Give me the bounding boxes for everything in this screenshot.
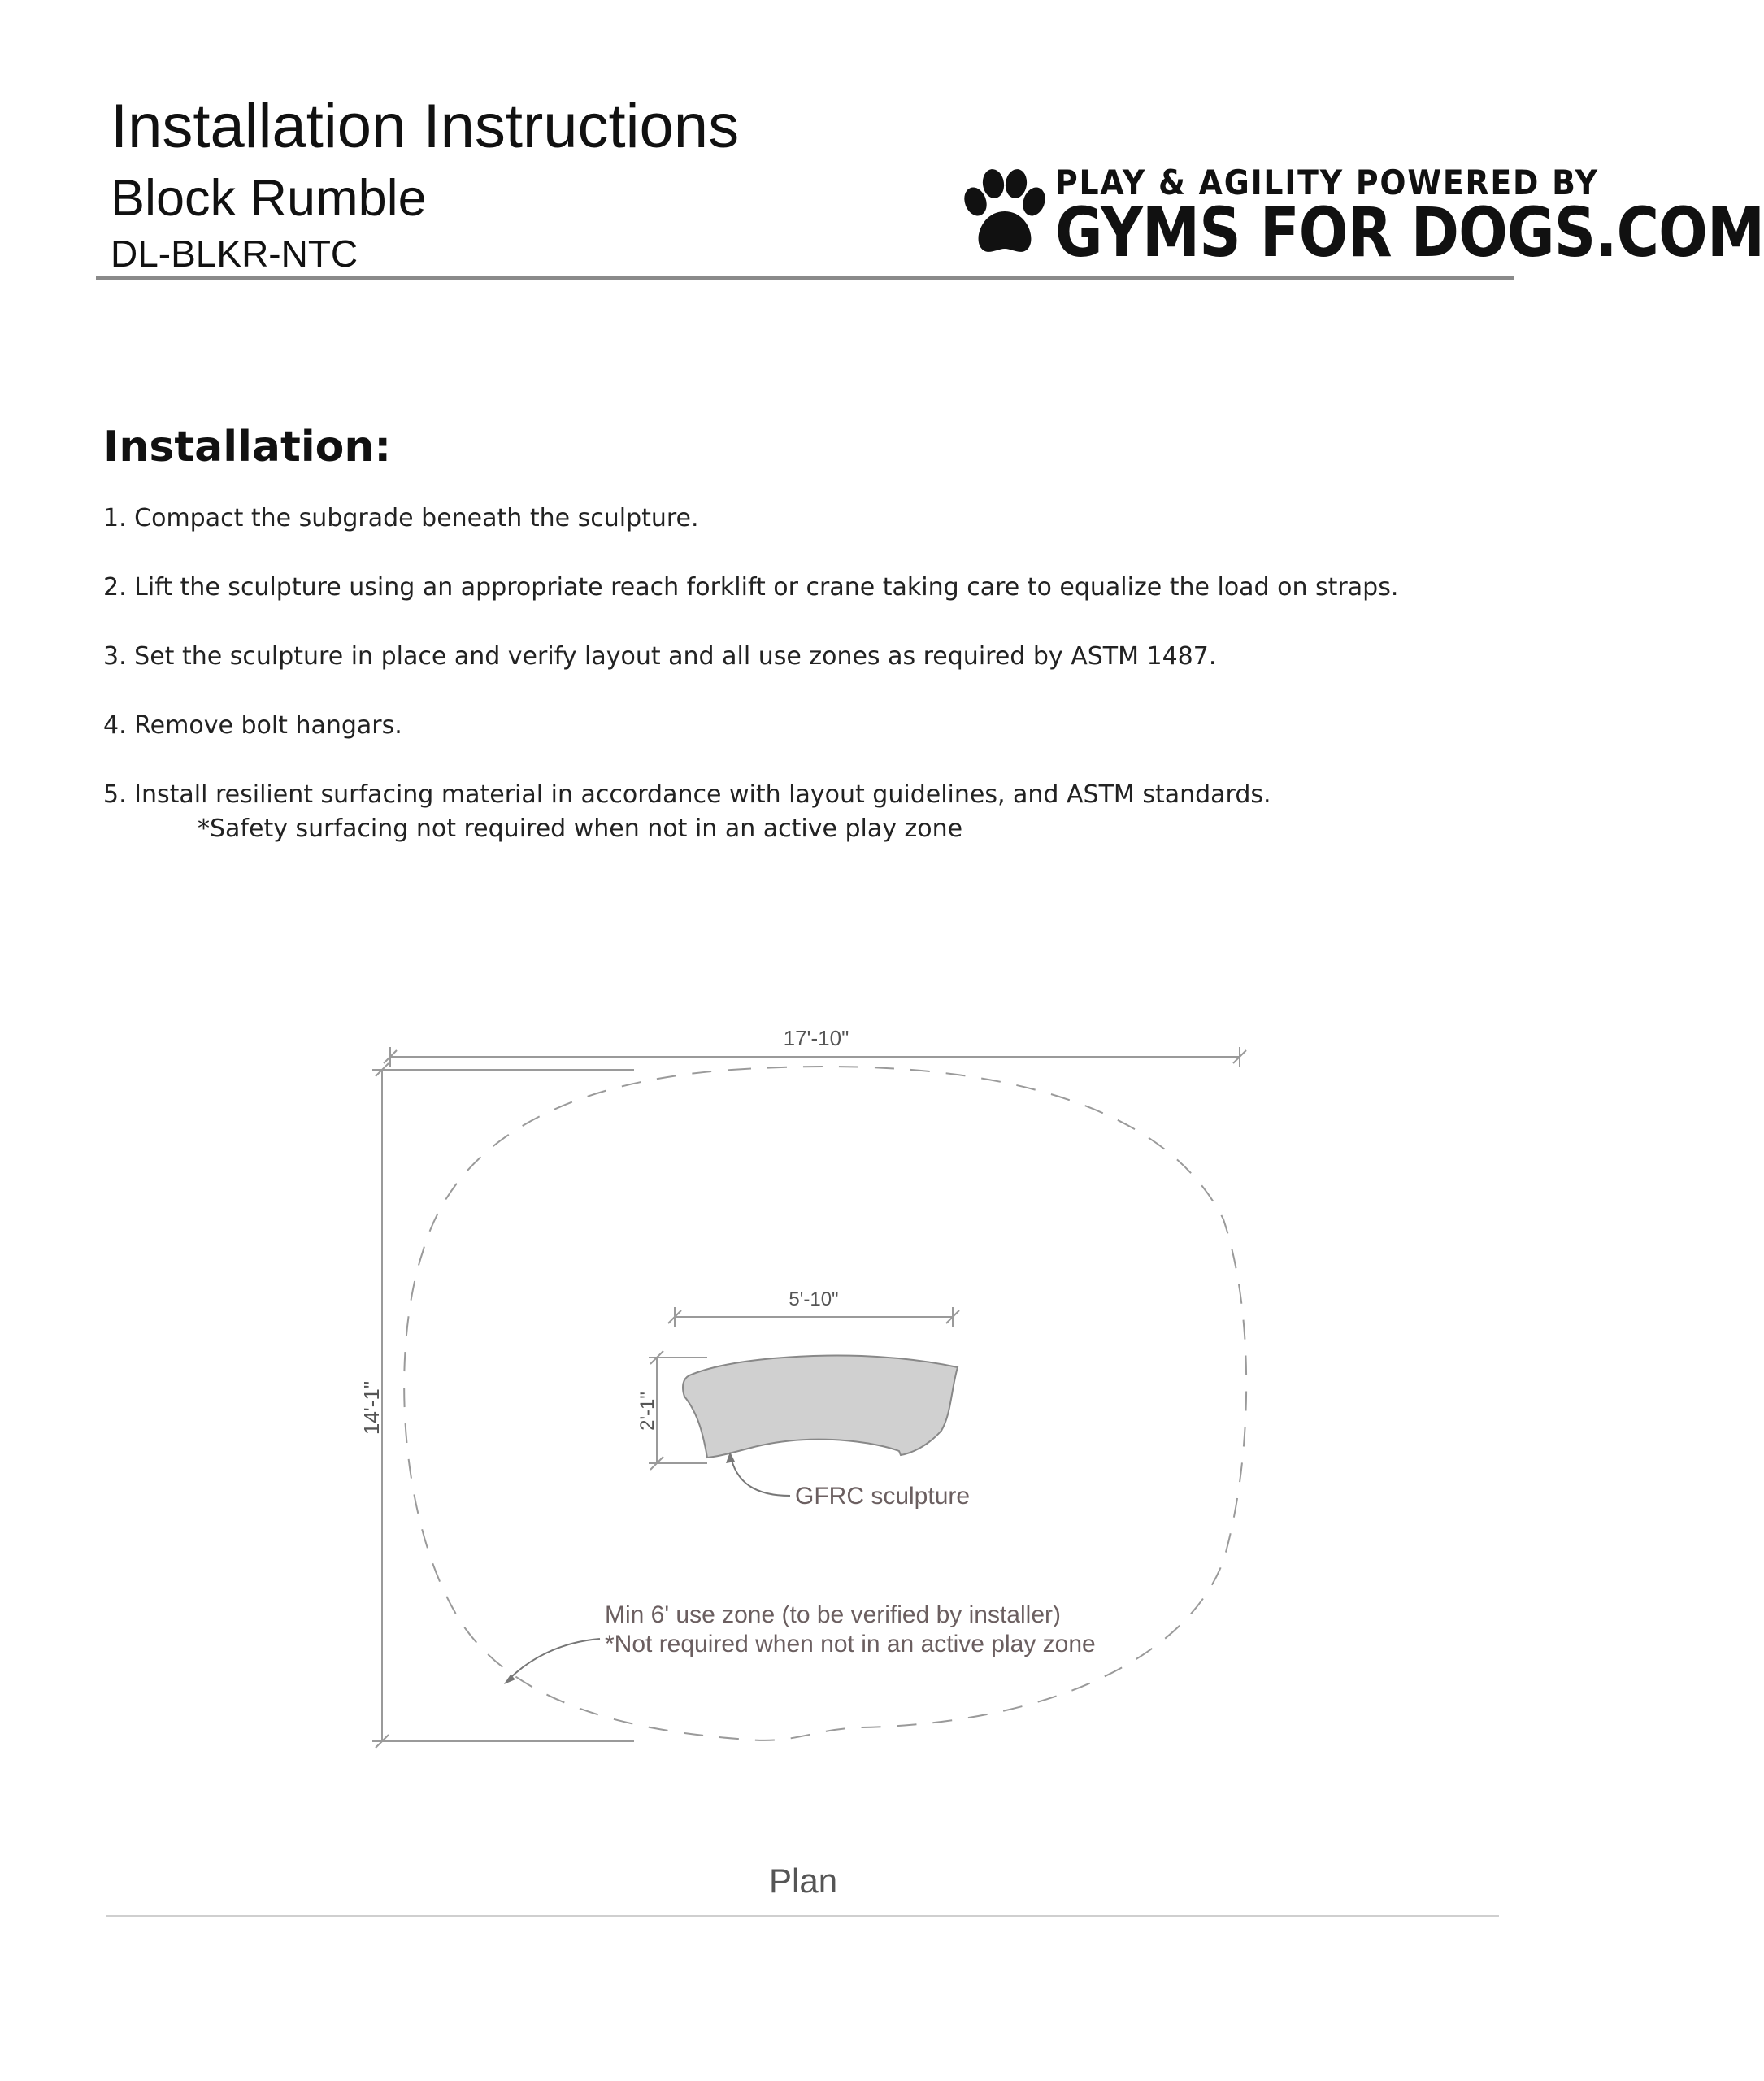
step-1: 1. Compact the subgrade beneath the sculpture. — [103, 504, 699, 532]
installation-heading: Installation: — [103, 423, 392, 471]
use-zone-note: *Not required when not in an active play zone — [605, 1631, 1096, 1657]
step-3: 3. Set the sculpture in place and verify layout and all use zones as required by ASTM 1487. — [103, 642, 1217, 671]
gfrc-sculpture-shape — [683, 1356, 958, 1458]
safety-surfacing-note: *Safety surfacing not required when not in an active play zone — [198, 815, 963, 843]
step-2: 2. Lift the sculpture using an appropriate reach forklift or crane taking care to equalize the load on straps. — [103, 573, 1399, 602]
plan-drawing — [0, 1008, 1608, 1918]
overall-depth-label: 14'-1" — [359, 1380, 384, 1436]
step-5: 5. Install resilient surfacing material in accordance with layout guidelines, and ASTM standards. — [103, 780, 1271, 809]
document-title: Installation Instructions — [111, 92, 740, 161]
paw-icon — [959, 169, 1049, 260]
brand-logo — [959, 163, 1764, 272]
header-divider — [96, 276, 1514, 280]
sculpture-depth-label: 2'-1" — [637, 1392, 658, 1431]
footer-divider — [106, 1915, 1499, 1917]
use-zone-leader-arrow — [504, 1675, 515, 1684]
logo-tagline: PLAY & AGILITY POWERED BY — [1055, 163, 1599, 202]
logo-brand-name: GYMS FOR DOGS.COM — [1055, 193, 1764, 272]
sculpture-leader-line — [730, 1453, 790, 1496]
product-code: DL-BLKR-NTC — [111, 232, 358, 275]
sculpture-label: GFRC sculpture — [795, 1483, 971, 1510]
step-4: 4. Remove bolt hangars. — [103, 711, 402, 740]
sculpture-width-label: 5'-10" — [789, 1288, 839, 1310]
product-name: Block Rumble — [111, 170, 427, 227]
use-zone-leader-line — [506, 1639, 600, 1683]
overall-depth-dimension — [372, 1063, 634, 1748]
overall-width-label: 17'-10" — [783, 1026, 849, 1050]
plan-caption: Plan — [769, 1862, 838, 1900]
use-zone-label: Min 6' use zone (to be verified by installer) — [605, 1601, 1061, 1628]
